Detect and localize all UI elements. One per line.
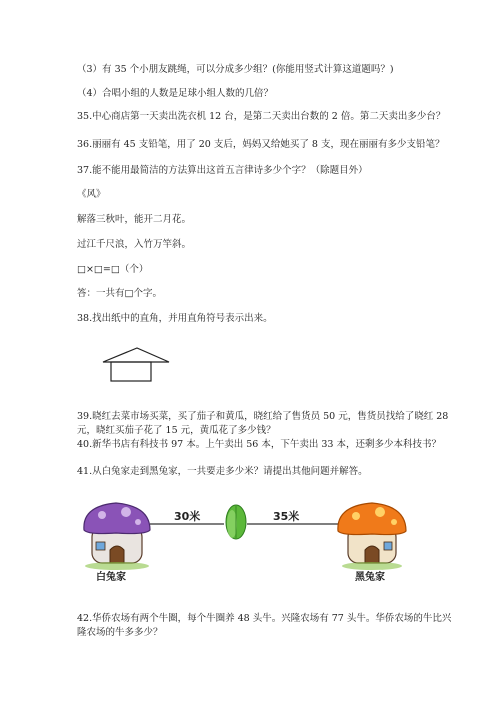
question-35: 35.中心商店第一天卖出洗衣机 12 台，是第二天卖出台数的 2 倍。第二天卖出多少台？ — [77, 111, 446, 122]
question-4: （4）合唱小组的人数是足球小组人数的几倍？ — [77, 88, 274, 99]
black-rabbit-house-icon — [338, 503, 406, 570]
formula: □×□=□（个） — [77, 264, 149, 275]
white-rabbit-house-label: 白兔家 — [96, 572, 126, 583]
question-36: 36.丽丽有 45 支铅笔，用了 20 支后，妈妈又给她买了 8 支，现在丽丽有多少支铅笔？ — [77, 139, 445, 150]
white-rabbit-house-icon — [84, 503, 150, 570]
poem-line-2: 过江千尺浪，入竹万竿斜。 — [77, 239, 192, 250]
distance-left-label: 30米 — [174, 510, 201, 523]
question-42: 42.华侨农场有两个牛圈，每个牛圈养 48 头牛。兴隆农场有 77 头牛。华侨农场的牛比兴隆农场的牛多多少？ — [77, 613, 452, 638]
poem-line-1: 解落三秋叶，能开二月花。 — [77, 214, 192, 225]
question-38: 38.找出纸中的直角，并用直角符号表示出来。 — [77, 313, 273, 324]
question-3: （3）有 35 个小朋友跳绳，可以分成多少组？(你能用竖式计算这道题吗？) — [77, 64, 394, 75]
answer-line: 答：一共有□个字。 — [77, 288, 162, 299]
cabbage-icon — [226, 505, 246, 539]
poem-title: 《风》 — [77, 189, 106, 200]
black-rabbit-house-label: 黑兔家 — [355, 572, 385, 583]
question-40: 40.新华书店有科技书 97 本。上午卖出 56 本，下午卖出 33 本，还剩多少本科技书？ — [77, 439, 441, 450]
question-41: 41.从白兔家走到黑兔家，一共要走多少米？请提出其他问题并解答。 — [77, 466, 368, 477]
distance-right-label: 35米 — [273, 510, 300, 523]
question-37: 37.能不能用最简洁的方法算出这首五言律诗多少个字？（除题目外） — [77, 165, 368, 176]
question-39: 39.晓红去菜市场买菜，买了茄子和黄瓜，晓红给了售货员 50 元，售货员找给了晓红 28 元，晓红买茄子花了 15 元，黄瓜花了多少钱？ — [77, 411, 449, 436]
